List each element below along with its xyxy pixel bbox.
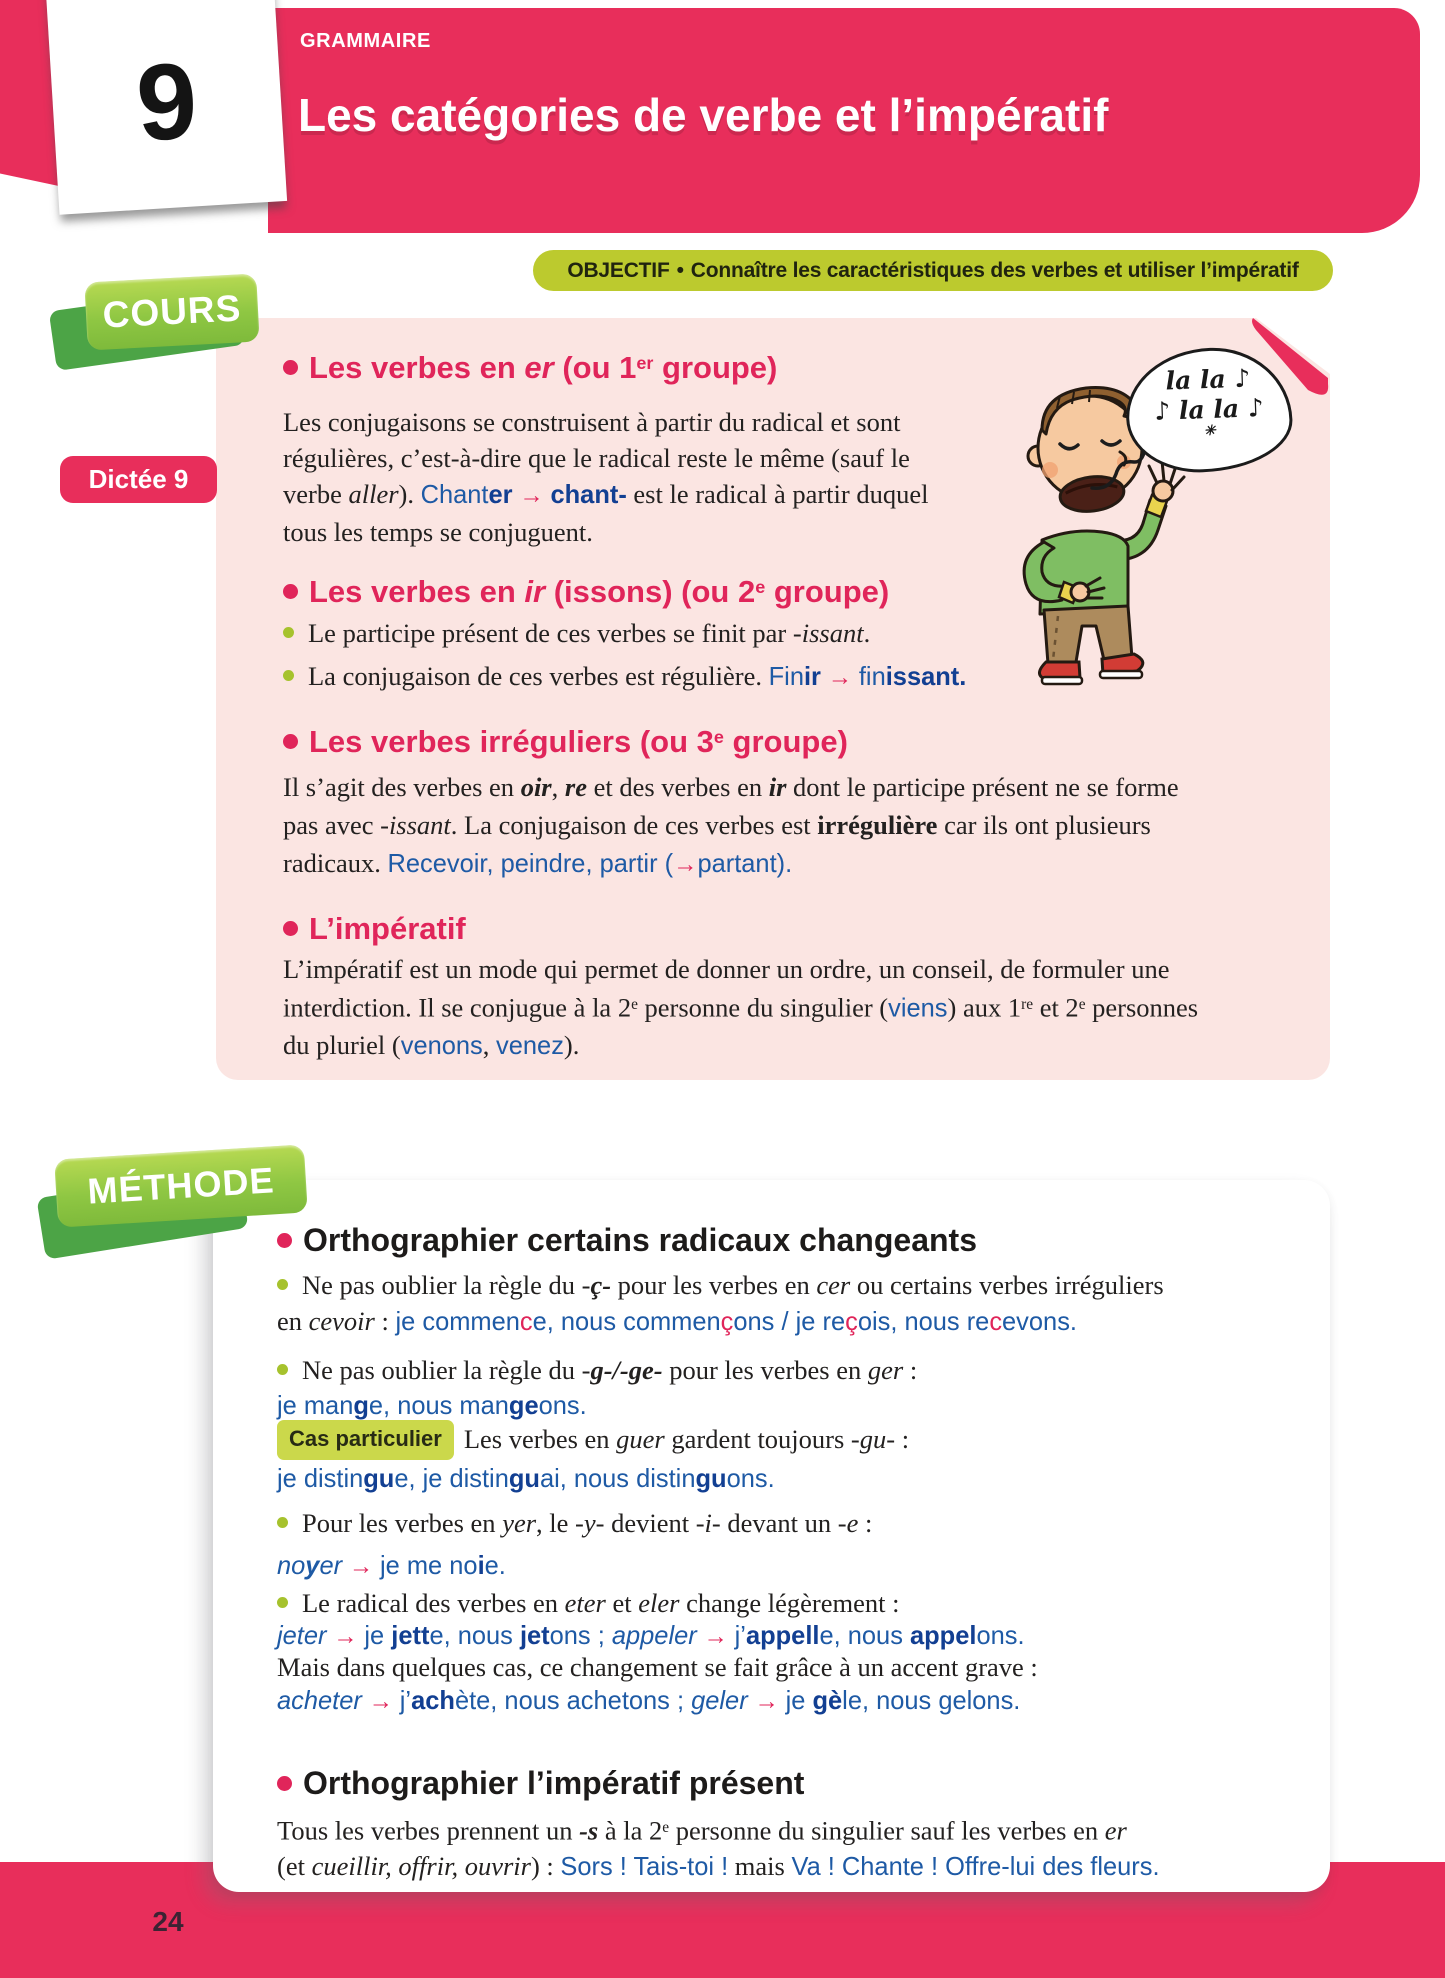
list-item-text: Pour les verbes en yer, le -y- devient -i- devant un -e :	[302, 1508, 873, 1538]
objective-label: OBJECTIF	[567, 258, 670, 282]
objective-banner	[533, 250, 1333, 291]
bullet-icon	[283, 627, 294, 638]
unit-number: 9	[133, 38, 201, 164]
unit-card	[45, 0, 287, 215]
list-item	[277, 1585, 899, 1621]
section-heading-text: Les verbes irréguliers (ou 3e groupe)	[309, 724, 848, 759]
section-heading-text: Orthographier l’impératif présent	[303, 1765, 805, 1801]
bullet-icon	[283, 921, 298, 936]
bullet-icon	[277, 1279, 288, 1290]
paragraph-imperatif: L’impératif est un mode qui permet de donner un ordre, un conseil, de formuler une interdiction. Il se conjugue à la 2e personne du singulier (viens) aux 1re et 2e personnes du pluriel (venons, venez).	[283, 954, 1199, 1060]
bullet-icon	[283, 584, 298, 599]
list-item-text: Ne pas oublier la règle du -ç- pour les verbes en cer ou certains verbes irréguliers en cevoir : je commence, nous commençons / je reçois, nous recevons.	[277, 1270, 1164, 1336]
list-item-text: Ne pas oublier la règle du -g-/-ge- pour les verbes en ger : je mange, nous mangeons.	[277, 1355, 918, 1420]
bubble-line: la la ♪	[1165, 363, 1251, 396]
page-number: 24	[152, 1906, 184, 1937]
grammar-eyebrow: GRAMMAIRE	[300, 30, 431, 52]
list-item-text: Le radical des verbes en eter et eler change légèrement :	[302, 1588, 900, 1618]
bullet-icon	[277, 1233, 292, 1248]
objective-text: Connaître les caractéristiques des verbes et utiliser l’impératif	[690, 258, 1299, 282]
section-heading-verbes-ir	[283, 574, 889, 610]
bullet-icon	[277, 1597, 288, 1608]
section-heading-text: L’impératif	[309, 911, 466, 946]
list-item	[283, 658, 966, 696]
special-case-badge: Cas particulier	[277, 1420, 454, 1460]
bullet-icon	[277, 1364, 288, 1375]
paragraph-verbes-irreguliers: Il s’agit des verbes en oir, re et des verbes en ir dont le participe présent ne se forme pas avec -issant. La conjugaison de ces verbes est irrégulière car ils ont plusieurs radicaux. Recevoir, peindre, partir (→partant).	[283, 772, 1179, 878]
list-item	[277, 1505, 872, 1541]
example-line: noyer → je me noie.	[277, 1552, 506, 1580]
bullet-icon	[283, 360, 298, 375]
list-item	[277, 1267, 1164, 1340]
methode-badge-label: MÉTHODE	[86, 1159, 276, 1212]
bullet-icon	[277, 1776, 292, 1791]
list-item-text: La conjugaison de ces verbes est régulière. Finir → finissant.	[308, 661, 967, 691]
special-case-example: je distingue, je distinguai, nous distinguons.	[277, 1465, 775, 1493]
sparkle-icon: ✳	[1203, 422, 1216, 440]
cours-badge	[84, 274, 259, 351]
section-heading-text: Les verbes en ir (issons) (ou 2e groupe)	[309, 574, 890, 609]
section-heading-imperatif	[283, 911, 466, 947]
paragraph-imperatif-present: Tous les verbes prennent un -s à la 2e personne du singulier sauf les verbes en er (et cueillir, offrir, ouvrir) : Sors ! Tais-toi ! mais Va ! Chante ! Offre-lui des fleurs.	[277, 1815, 1160, 1881]
list-item-text: Le participe présent de ces verbes se finit par -issant.	[308, 618, 871, 648]
section-heading-verbes-irreguliers	[283, 724, 848, 760]
special-case-text: Les verbes en guer gardent toujours -gu- :	[463, 1424, 910, 1454]
dictee-badge	[60, 456, 217, 503]
section-heading-imperatif-present	[277, 1765, 804, 1802]
dictee-label: Dictée 9	[88, 464, 189, 494]
bullet-icon	[283, 670, 294, 681]
page-title: Les catégories de verbe et l’impératif	[298, 89, 1109, 141]
section-heading-radicaux	[277, 1222, 977, 1259]
section-heading-text: Les verbes en er (ou 1er groupe)	[309, 350, 778, 385]
example-line: acheter → j’achète, nous achetons ; geler → je gèle, nous gelons.	[277, 1687, 1021, 1715]
list-item	[277, 1353, 917, 1424]
section-heading-verbes-er	[283, 350, 777, 386]
paragraph-verbes-er: Les conjugaisons se construisent à partir du radical et sont régulières, c’est-à-dire que le radical reste le même (sauf le verbe aller). Chanter → chant- est le radical à partir duquel tous les temps se conjuguent.	[283, 407, 929, 547]
list-item	[283, 615, 870, 651]
bubble-line: ♪ la la ♪	[1153, 393, 1265, 426]
objective-separator: •	[676, 258, 684, 282]
bullet-icon	[277, 1517, 288, 1528]
example-line: jeter → je jette, nous jetons ; appeler → j’appelle, nous appelons.	[277, 1622, 1025, 1650]
section-heading-text: Orthographier certains radicaux changeants	[303, 1222, 977, 1258]
bullet-icon	[283, 734, 298, 749]
special-case-row	[277, 1420, 909, 1460]
paragraph-accent-grave: Mais dans quelques cas, ce changement se fait grâce à un accent grave :	[277, 1652, 1038, 1682]
cours-badge-label: COURS	[101, 287, 243, 336]
methode-panel	[213, 1180, 1330, 1892]
